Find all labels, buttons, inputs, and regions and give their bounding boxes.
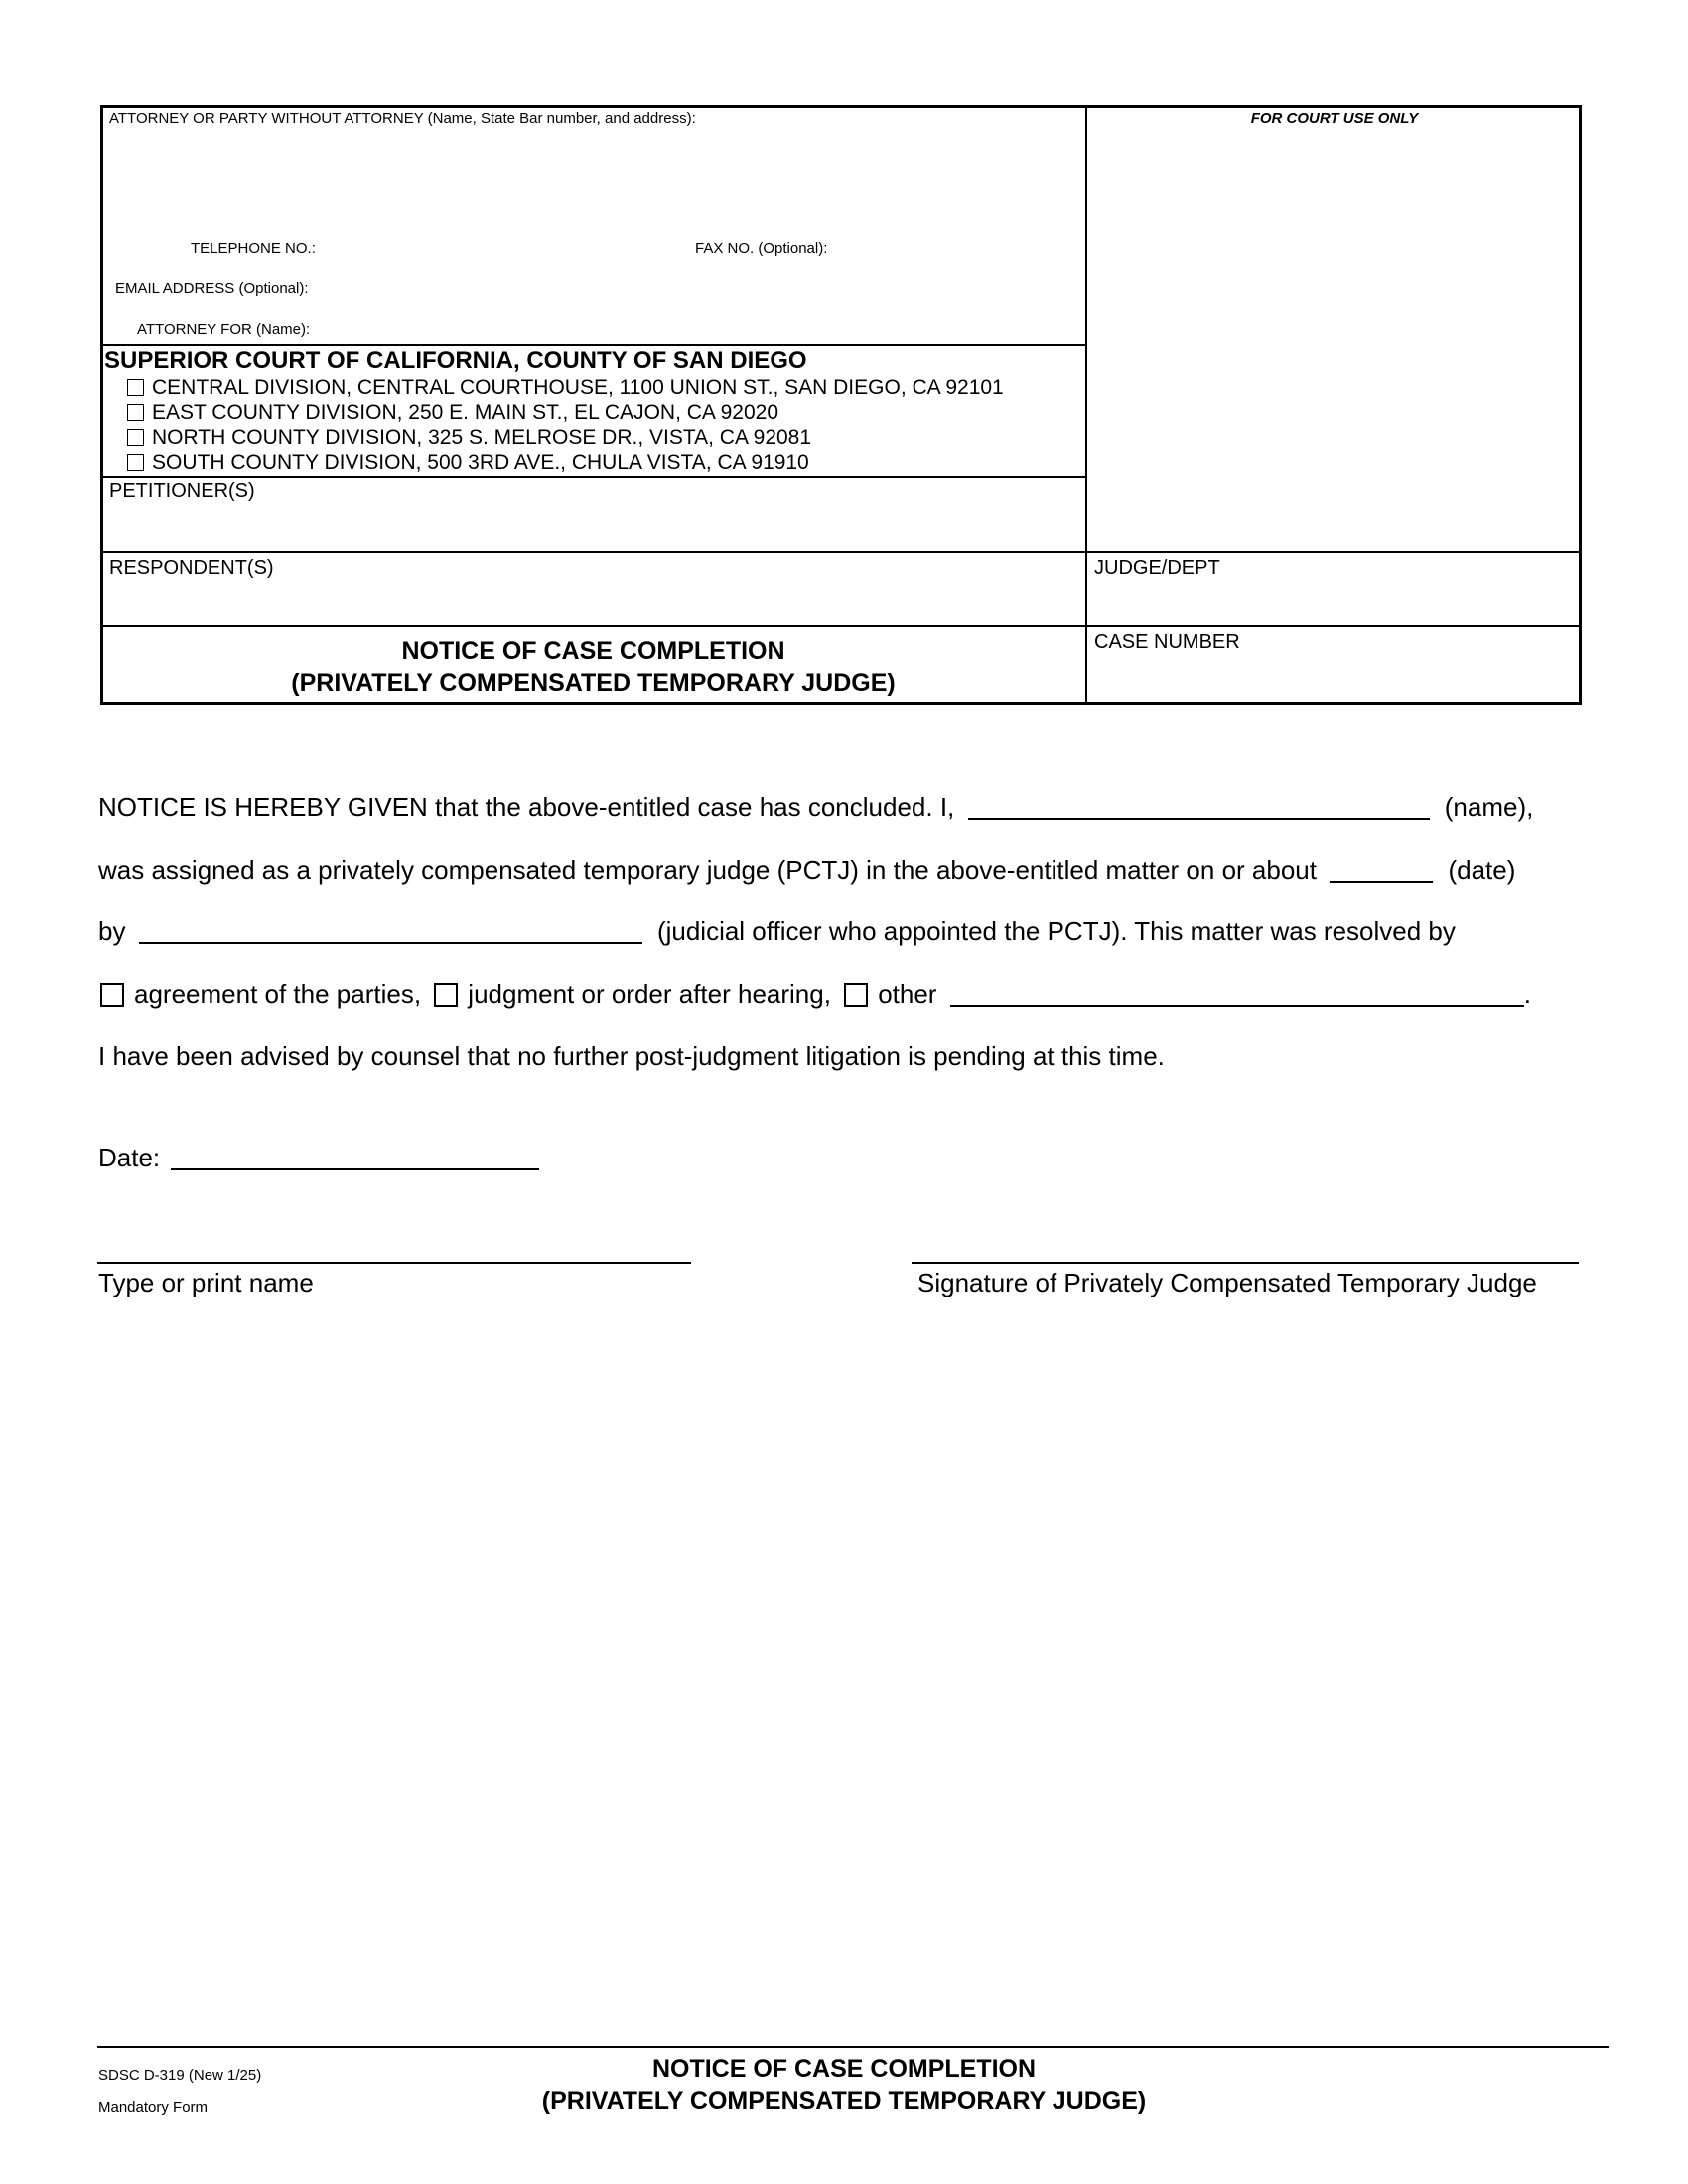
notice-line-1 — [98, 792, 1533, 823]
line-4-end: . — [1523, 979, 1531, 1009]
signature-line[interactable] — [912, 1262, 1579, 1264]
attorney-label: ATTORNEY OR PARTY WITHOUT ATTORNEY (Name, State Bar number, and address): — [109, 110, 696, 127]
division-south-label: SOUTH COUNTY DIVISION, 500 3RD AVE., CHULA VISTA, CA 91910 — [152, 451, 809, 474]
fax-label: FAX NO. (Optional): — [695, 240, 828, 257]
notice-line-1-text: NOTICE IS HEREBY GIVEN that the above-entitled case has concluded. I, — [98, 792, 955, 822]
respondent-section-bottom-rule — [100, 625, 1582, 627]
agreement-label: agreement of the parties, — [134, 979, 422, 1009]
date-row — [98, 1143, 539, 1173]
attorney-for-label: ATTORNEY FOR (Name): — [137, 321, 311, 338]
notice-line-5: I have been advised by counsel that no further post-judgment litigation is pending at this time. — [98, 1041, 1165, 1071]
case-number-label: CASE NUMBER — [1094, 631, 1240, 653]
caption-column-divider — [1085, 105, 1087, 705]
judicial-officer-blank[interactable] — [139, 918, 642, 944]
date-blank[interactable] — [171, 1145, 539, 1170]
email-label: EMAIL ADDRESS (Optional): — [115, 280, 309, 297]
attorney-section-bottom-rule — [100, 344, 1086, 346]
division-north[interactable] — [127, 425, 811, 450]
division-central-label: CENTRAL DIVISION, CENTRAL COURTHOUSE, 1100 UNION ST., SAN DIEGO, CA 92101 — [152, 376, 1004, 399]
notice-line-3-prefix: by — [98, 916, 126, 946]
notice-line-3-text: (judicial officer who appointed the PCTJ). This matter was resolved by — [656, 916, 1456, 946]
telephone-label: TELEPHONE NO.: — [191, 240, 316, 257]
division-east-label: EAST COUNTY DIVISION, 250 E. MAIN ST., EL CAJON, CA 92020 — [152, 401, 778, 424]
form-id: SDSC D-319 (New 1/25) — [98, 2067, 262, 2084]
division-north-label: NORTH COUNTY DIVISION, 325 S. MELROSE DR., VISTA, CA 92081 — [152, 426, 812, 449]
other-label: other — [878, 979, 937, 1009]
division-south-checkbox[interactable] — [127, 454, 144, 471]
date-label: Date: — [98, 1143, 161, 1172]
judgment-checkbox[interactable] — [434, 983, 458, 1007]
footer-title-line2: (PRIVATELY COMPENSATED TEMPORARY JUDGE) — [541, 2087, 1147, 2115]
division-central-checkbox[interactable] — [127, 379, 144, 396]
division-south[interactable] — [127, 450, 809, 475]
notice-line-2 — [98, 855, 1515, 886]
division-east-checkbox[interactable] — [127, 404, 144, 421]
judge-dept-label: JUDGE/DEPT — [1094, 557, 1220, 579]
footer-rule — [97, 2046, 1609, 2048]
judgment-label: judgment or order after hearing, — [468, 979, 831, 1009]
footer-title — [417, 2053, 1271, 2116]
footer-title-line1: NOTICE OF CASE COMPLETION — [651, 2055, 1037, 2083]
notice-line-1-suffix: (name), — [1444, 792, 1534, 822]
court-name: SUPERIOR COURT OF CALIFORNIA, COUNTY OF SAN DIEGO — [104, 347, 807, 374]
division-central[interactable] — [127, 375, 1004, 400]
print-name-label: Type or print name — [98, 1268, 314, 1297]
notice-line-2-suffix: (date) — [1448, 855, 1516, 885]
resolution-options — [100, 979, 1531, 1010]
name-blank[interactable] — [968, 794, 1430, 820]
mandatory-form-label: Mandatory Form — [98, 2099, 209, 2116]
print-name-line[interactable] — [97, 1262, 691, 1264]
division-north-checkbox[interactable] — [127, 429, 144, 446]
notice-line-3 — [98, 916, 1456, 947]
date-assigned-blank[interactable] — [1330, 857, 1433, 883]
court-use-label: FOR COURT USE ONLY — [1250, 110, 1419, 127]
division-east[interactable] — [127, 400, 778, 425]
other-blank[interactable] — [950, 981, 1524, 1007]
signature-label: Signature of Privately Compensated Temporary Judge — [917, 1268, 1537, 1297]
petitioner-section-bottom-rule — [100, 551, 1582, 553]
agreement-checkbox[interactable] — [100, 983, 124, 1007]
form-title-line1: NOTICE OF CASE COMPLETION — [401, 637, 785, 665]
respondent-label: RESPONDENT(S) — [109, 557, 274, 579]
petitioner-label: PETITIONER(S) — [109, 480, 255, 502]
other-checkbox[interactable] — [844, 983, 868, 1007]
form-title-line2: (PRIVATELY COMPENSATED TEMPORARY JUDGE) — [291, 669, 896, 697]
form-title — [100, 635, 1086, 699]
court-section-bottom-rule — [100, 476, 1086, 478]
notice-line-2-text: was assigned as a privately compensated temporary judge (PCTJ) in the above-entitled matter on or about — [98, 855, 1317, 885]
